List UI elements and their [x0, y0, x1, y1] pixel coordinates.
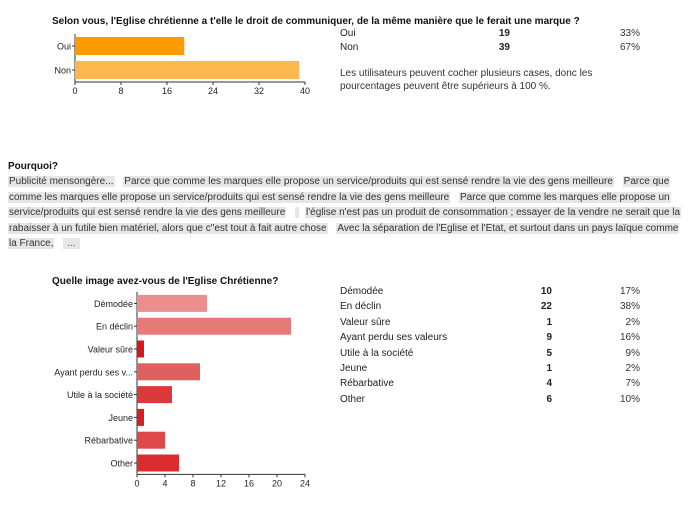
response-item: Avec la séparation de l'Eglise et l'Etat, et surtout dans un pays laïque comme la France, — [9, 222, 679, 249]
q2-stat-row — [340, 378, 640, 392]
q2-stat-label: En déclin — [340, 301, 382, 313]
why-title: Pourquoi? — [8, 161, 58, 172]
q2-stat-label: Valeur sûre — [340, 316, 391, 328]
category-tick-label: Jeune — [108, 412, 133, 423]
q2-stat-label: Démodée — [340, 286, 384, 297]
response-item-empty — [295, 207, 299, 218]
x-tick-label: 0 — [134, 478, 140, 489]
q1-stat-count: 39 — [498, 42, 510, 53]
q2-stat-percent: 17% — [619, 286, 640, 297]
q2-stat-percent: 16% — [619, 332, 640, 344]
q1-stat-label: Non — [340, 42, 359, 53]
q2-stat-label: Utile à la société — [340, 347, 414, 359]
q1-note: Les utilisateurs peuvent cocher plusieurs cases, donc les pourcentages peuvent être supérieurs à 100 %. — [340, 68, 593, 92]
x-tick-label: 16 — [161, 86, 173, 96]
q2-stat-count: 1 — [546, 363, 552, 374]
q2-stat-count: 10 — [540, 286, 552, 297]
x-tick-label: 16 — [243, 478, 255, 489]
response-item: Publicité mensongère... — [9, 176, 114, 187]
response-item: l'église n'est pas un produit de consommation ; essayer de la vendre ne serait que la rabaisser à un futile bien matériel, alors que c"est tout à fait autre chose — [9, 207, 681, 234]
x-tick-label: 8 — [190, 478, 196, 489]
x-tick-label: 24 — [207, 86, 219, 96]
q2-stat-count: 22 — [540, 301, 552, 313]
x-tick-label: 40 — [299, 86, 311, 96]
q1-stat-percent: 67% — [619, 42, 640, 53]
category-tick-label: Non — [54, 65, 71, 76]
q1-stat-row — [340, 28, 640, 42]
q2-stat-percent: 7% — [625, 378, 640, 390]
response-item: Parce que comme les marques elle propose un service/produits qui est sensé rendre la vie des gens meilleure — [9, 176, 670, 203]
x-tick-label: 12 — [215, 478, 227, 489]
category-tick-label: Utile à la société — [66, 390, 133, 401]
q2-stat-row — [340, 394, 640, 408]
q2-stat-row — [340, 317, 640, 331]
x-tick-label: 24 — [299, 478, 311, 489]
more-responses-link[interactable]: ... — [63, 238, 79, 249]
q2-stat-row — [340, 332, 640, 346]
category-tick-label: Valeur sûre — [87, 344, 133, 355]
q1-stats-table — [340, 28, 640, 56]
q1-chart — [50, 30, 315, 100]
q2-stat-label: Other — [340, 393, 366, 405]
q2-stat-label: Jeune — [340, 363, 368, 374]
q1-stat-percent: 33% — [619, 28, 640, 39]
bar — [137, 432, 165, 449]
q1-title: Selon vous, l'Eglise chrétienne a t'elle le droit de communiquer, de la même manière que le ferait une marque ? — [52, 16, 580, 27]
response-item: Parce que comme les marques elle propose un service/produits qui est sensé rendre la vie des gens meilleure — [9, 191, 670, 218]
q2-stat-row — [340, 286, 640, 300]
category-tick-label: Rébarbative — [84, 435, 133, 446]
q2-stat-label: Ayant perdu ses valeurs — [340, 332, 448, 344]
x-tick-label: 8 — [118, 86, 124, 96]
q2-stat-percent: 10% — [619, 393, 640, 405]
q2-stat-percent: 2% — [625, 363, 640, 374]
why-responses — [8, 174, 684, 252]
q2-stat-count: 6 — [546, 393, 552, 405]
category-tick-label: Oui — [56, 41, 71, 52]
q1-stat-label: Oui — [340, 28, 356, 39]
bar — [137, 409, 144, 426]
bar — [137, 341, 144, 358]
category-tick-label: Démodée — [93, 298, 133, 309]
bar — [137, 363, 200, 380]
q1-stat-row — [340, 42, 640, 56]
q2-stat-count: 1 — [546, 316, 552, 328]
bar — [75, 61, 299, 79]
q2-stat-count: 4 — [546, 378, 552, 390]
q2-stat-count: 9 — [546, 332, 552, 344]
q2-chart — [40, 290, 320, 490]
bar — [137, 318, 291, 335]
category-tick-label: Ayant perdu ses v... — [54, 367, 133, 378]
bar — [75, 37, 184, 55]
bar — [137, 386, 172, 403]
q2-title: Quelle image avez-vous de l'Eglise Chrétienne? — [52, 276, 279, 287]
q2-stat-row — [340, 301, 640, 315]
q2-stat-count: 5 — [546, 347, 552, 359]
bar — [137, 455, 179, 472]
q2-stat-row — [340, 348, 640, 362]
q1-stat-count: 19 — [498, 28, 510, 39]
q2-stat-percent: 9% — [625, 347, 640, 359]
q2-stat-percent: 38% — [619, 301, 640, 313]
x-tick-label: 0 — [72, 86, 78, 96]
q2-stat-row — [340, 363, 640, 377]
category-tick-label: Other — [110, 458, 133, 469]
response-item: Parce que comme les marques elle propose un service/produits qui est sensé rendre la vie des gens meilleure — [124, 176, 613, 187]
q2-stats-table — [340, 286, 640, 406]
x-tick-label: 20 — [271, 478, 283, 489]
q2-stat-percent: 2% — [625, 316, 640, 328]
bar — [137, 295, 207, 312]
category-tick-label: En déclin — [95, 321, 133, 332]
x-tick-label: 32 — [253, 86, 265, 96]
q2-stat-label: Rébarbative — [340, 378, 394, 390]
x-tick-label: 4 — [162, 478, 168, 489]
